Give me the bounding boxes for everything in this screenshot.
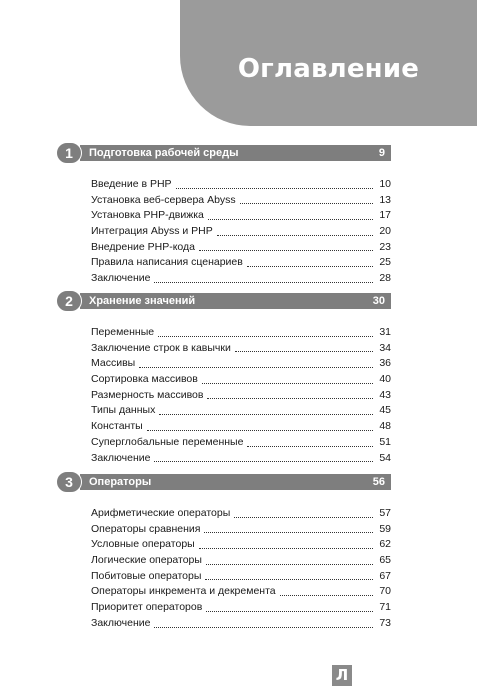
toc-entry[interactable] xyxy=(91,435,391,451)
dot-leader xyxy=(234,517,373,518)
entry-page-number: 67 xyxy=(379,569,391,582)
entry-page-number: 25 xyxy=(379,256,391,269)
dot-leader xyxy=(235,351,373,352)
entry-title: Константы xyxy=(91,420,143,433)
entry-title: Условные операторы xyxy=(91,538,195,551)
dot-leader xyxy=(206,611,373,612)
chapter-page-number: 56 xyxy=(372,476,385,488)
entry-page-number: 73 xyxy=(379,616,391,629)
chapter-entries xyxy=(91,177,391,287)
entry-title: Сортировка массивов xyxy=(91,373,198,386)
toc-entry[interactable] xyxy=(91,616,391,632)
chapter-2 xyxy=(56,290,391,464)
entry-title: Размерность массивов xyxy=(91,388,204,401)
entry-page-number: 48 xyxy=(379,420,391,433)
entry-page-number: 65 xyxy=(379,554,391,567)
dot-leader xyxy=(217,235,373,236)
toc-entry[interactable] xyxy=(91,451,391,467)
chapter-entries xyxy=(91,325,391,466)
chapter-header[interactable] xyxy=(56,471,391,493)
entry-title: Типы данных xyxy=(91,404,156,417)
toc-entry[interactable] xyxy=(91,419,391,435)
chapter-page-number: 30 xyxy=(372,295,385,307)
toc-entry[interactable] xyxy=(91,403,391,419)
dot-leader xyxy=(154,282,373,283)
toc-entry[interactable] xyxy=(91,325,391,341)
toc-entry[interactable] xyxy=(91,356,391,372)
dot-leader xyxy=(280,595,373,596)
entry-title: Переменные xyxy=(91,326,155,338)
toc-entry[interactable] xyxy=(91,569,391,585)
toc-entry[interactable] xyxy=(91,553,391,569)
entry-title: Внедрение PHP-кода xyxy=(91,240,196,253)
entry-title: Приоритет операторов xyxy=(91,601,203,614)
toc-entry[interactable] xyxy=(91,600,391,616)
entry-page-number: 57 xyxy=(379,507,391,519)
dot-leader xyxy=(147,430,373,431)
entry-page-number: 20 xyxy=(379,225,391,238)
toc-entry[interactable] xyxy=(91,255,391,271)
toc-entry[interactable] xyxy=(91,240,391,256)
entry-page-number: 10 xyxy=(379,178,391,190)
toc-entry[interactable] xyxy=(91,388,391,404)
entry-title: Установка веб-сервера Abyss xyxy=(91,193,236,206)
entry-page-number: 59 xyxy=(379,522,391,535)
heading-banner xyxy=(180,0,477,126)
toc-entry[interactable] xyxy=(91,584,391,600)
entry-page-number: 31 xyxy=(379,326,391,338)
entry-title: Арифметические операторы xyxy=(91,507,231,519)
chapter-1 xyxy=(56,142,391,285)
dot-leader xyxy=(158,336,373,337)
chapter-number-badge: 2 xyxy=(56,290,82,312)
dot-leader xyxy=(204,532,373,533)
publisher-logo: Л xyxy=(332,665,352,686)
entry-title: Операторы инкремента и декремента xyxy=(91,585,276,598)
dot-leader xyxy=(240,203,373,204)
chapter-title: Хранение значений xyxy=(89,295,196,307)
entry-title: Операторы сравнения xyxy=(91,522,201,535)
entry-title: Заключение строк в кавычки xyxy=(91,341,231,354)
toc-entry[interactable] xyxy=(91,537,391,553)
dot-leader xyxy=(154,461,373,462)
toc-entry[interactable] xyxy=(91,506,391,522)
entry-page-number: 28 xyxy=(379,272,391,285)
entry-page-number: 13 xyxy=(379,193,391,206)
dot-leader xyxy=(247,266,373,267)
entry-title: Интеграция Abyss и PHP xyxy=(91,225,213,238)
dot-leader xyxy=(202,383,373,384)
entry-page-number: 62 xyxy=(379,538,391,551)
toc-entry[interactable] xyxy=(91,193,391,209)
toc-entry[interactable] xyxy=(91,522,391,538)
chapter-title: Операторы xyxy=(89,476,152,488)
dot-leader xyxy=(208,219,373,220)
dot-leader xyxy=(247,446,373,447)
dot-leader xyxy=(199,250,373,251)
chapter-number-badge: 3 xyxy=(56,471,82,493)
chapter-number-badge: 1 xyxy=(56,142,82,164)
entry-page-number: 51 xyxy=(379,435,391,448)
dot-leader xyxy=(159,414,373,415)
toc-entry[interactable] xyxy=(91,177,391,193)
entry-title: Суперглобальные переменные xyxy=(91,435,244,448)
entry-title: Заключение xyxy=(91,616,151,629)
entry-title: Заключение xyxy=(91,272,151,285)
dot-leader xyxy=(176,188,373,189)
entry-page-number: 36 xyxy=(379,357,391,370)
entry-title: Введение в PHP xyxy=(91,178,172,190)
dot-leader xyxy=(206,564,373,565)
entry-title: Заключение xyxy=(91,451,151,464)
entry-title: Правила написания сценариев xyxy=(91,256,243,269)
dot-leader xyxy=(205,579,373,580)
entry-page-number: 17 xyxy=(379,209,391,222)
toc-entry[interactable] xyxy=(91,372,391,388)
entry-page-number: 70 xyxy=(379,585,391,598)
dot-leader xyxy=(139,367,373,368)
page-title: Оглавление xyxy=(237,54,420,84)
entry-page-number: 45 xyxy=(379,404,391,417)
chapter-page-number: 9 xyxy=(378,147,385,159)
chapter-header[interactable] xyxy=(56,142,391,164)
toc-entry[interactable] xyxy=(91,208,391,224)
entry-page-number: 54 xyxy=(379,451,391,464)
chapter-entries xyxy=(91,506,391,632)
entry-page-number: 43 xyxy=(379,388,391,401)
entry-page-number: 34 xyxy=(379,341,391,354)
dot-leader xyxy=(154,627,373,628)
entry-title: Установка PHP-движка xyxy=(91,209,204,222)
chapter-3 xyxy=(56,471,391,629)
entry-page-number: 71 xyxy=(379,601,391,614)
toc-entry[interactable] xyxy=(91,341,391,357)
entry-page-number: 40 xyxy=(379,373,391,386)
toc-entry[interactable] xyxy=(91,224,391,240)
toc-entry[interactable] xyxy=(91,271,391,287)
entry-title: Массивы xyxy=(91,357,136,370)
entry-title: Побитовые операторы xyxy=(91,569,202,582)
entry-page-number: 23 xyxy=(379,240,391,253)
dot-leader xyxy=(207,398,373,399)
entry-title: Логические операторы xyxy=(91,554,202,567)
chapter-header[interactable] xyxy=(56,290,391,312)
dot-leader xyxy=(199,548,373,549)
chapter-title: Подготовка рабочей среды xyxy=(89,147,239,159)
